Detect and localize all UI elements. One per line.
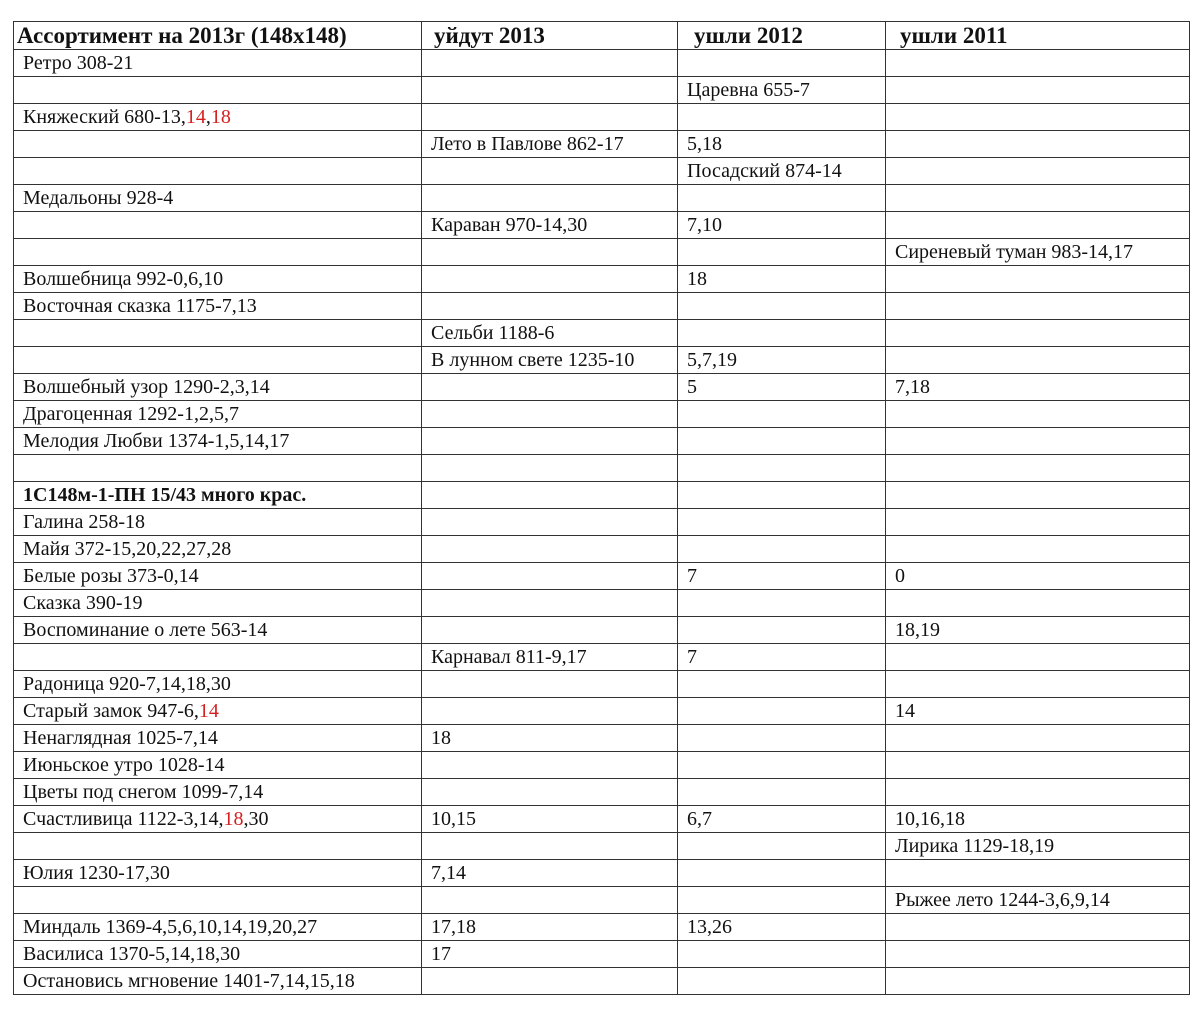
assortment-cell <box>14 968 422 995</box>
leaving-2013-cell <box>422 185 678 212</box>
cell-text: Драгоценная 1292-1,2,5,7 <box>23 403 239 425</box>
cell-text: Посадский 874-14 <box>687 160 842 182</box>
table-row <box>14 968 1190 995</box>
assortment-cell <box>14 833 422 860</box>
table-row <box>14 455 1190 482</box>
assortment-cell <box>14 347 422 374</box>
leaving-2013-cell <box>422 104 678 131</box>
assortment-cell <box>14 320 422 347</box>
gone-2011-cell <box>886 266 1190 293</box>
leaving-2013-cell <box>422 158 678 185</box>
leaving-2013-cell <box>422 644 678 671</box>
leaving-2013-cell <box>422 347 678 374</box>
cell-text: 7 <box>687 646 697 668</box>
assortment-cell <box>14 293 422 320</box>
cell-text: 17,18 <box>431 916 476 938</box>
gone-2012-cell <box>678 428 886 455</box>
assortment-sheet <box>13 21 1190 995</box>
assortment-cell <box>14 401 422 428</box>
assortment-cell <box>14 698 422 725</box>
cell-text: 0 <box>895 565 905 587</box>
cell-text: 17 <box>431 943 451 965</box>
leaving-2013-cell <box>422 455 678 482</box>
table-row <box>14 779 1190 806</box>
cell-text: 1С148м-1-ПН 15/43 много крас. <box>23 484 307 506</box>
cell-text: 14 <box>895 700 915 722</box>
assortment-cell <box>14 644 422 671</box>
assortment-cell <box>14 752 422 779</box>
gone-2011-cell <box>886 401 1190 428</box>
gone-2011-cell <box>886 590 1190 617</box>
leaving-2013-cell <box>422 725 678 752</box>
assortment-cell <box>14 185 422 212</box>
cell-text: Майя 372-15,20,22,27,28 <box>23 538 232 560</box>
assortment-cell <box>14 725 422 752</box>
gone-2011-cell <box>886 347 1190 374</box>
gone-2012-cell <box>678 50 886 77</box>
leaving-2013-cell <box>422 536 678 563</box>
table-row <box>14 725 1190 752</box>
leaving-2013-cell <box>422 698 678 725</box>
cell-text: 18,19 <box>895 619 940 641</box>
gone-2012-cell <box>678 266 886 293</box>
cell-text: Волшебный узор 1290-2,3,14 <box>23 376 270 398</box>
leaving-2013-cell <box>422 212 678 239</box>
gone-2012-cell <box>678 752 886 779</box>
leaving-2013-cell <box>422 779 678 806</box>
cell-text: Белые розы 373-0,14 <box>23 565 199 587</box>
cell-text: Карнавал 811-9,17 <box>431 646 587 668</box>
gone-2012-cell <box>678 212 886 239</box>
gone-2011-cell <box>886 239 1190 266</box>
table-row <box>14 887 1190 914</box>
gone-2012-cell <box>678 725 886 752</box>
assortment-cell <box>14 428 422 455</box>
leaving-2013-cell <box>422 941 678 968</box>
assortment-cell <box>14 590 422 617</box>
gone-2012-cell <box>678 347 886 374</box>
assortment-cell <box>14 455 422 482</box>
gone-2012-cell <box>678 590 886 617</box>
cell-text: Сказка 390-19 <box>23 592 143 614</box>
gone-2012-cell <box>678 401 886 428</box>
cell-text: 5,18 <box>687 133 722 155</box>
leaving-2013-cell <box>422 320 678 347</box>
table-row <box>14 50 1190 77</box>
table-row <box>14 104 1190 131</box>
assortment-cell <box>14 266 422 293</box>
leaving-2013-cell <box>422 293 678 320</box>
cell-text: Царевна 655-7 <box>687 79 810 101</box>
assortment-cell <box>14 239 422 266</box>
cell-text: Лето в Павлове 862-17 <box>431 133 624 155</box>
gone-2012-cell <box>678 77 886 104</box>
header-leaving-2013: уйдут 2013 <box>422 22 678 50</box>
highlighted-number: 14 <box>185 106 206 128</box>
gone-2012-cell <box>678 563 886 590</box>
gone-2011-cell <box>886 428 1190 455</box>
cell-text: Ненаглядная 1025-7,14 <box>23 727 218 749</box>
leaving-2013-cell <box>422 131 678 158</box>
table-row <box>14 590 1190 617</box>
cell-text: В лунном свете 1235-10 <box>431 349 635 371</box>
cell-text: Рыжее лето 1244-3,6,9,14 <box>895 889 1110 911</box>
gone-2012-cell <box>678 536 886 563</box>
table-header <box>14 22 1190 50</box>
table-row <box>14 185 1190 212</box>
table-row <box>14 509 1190 536</box>
leaving-2013-cell <box>422 968 678 995</box>
assortment-cell <box>14 887 422 914</box>
gone-2011-cell <box>886 779 1190 806</box>
gone-2012-cell <box>678 887 886 914</box>
table-row <box>14 347 1190 374</box>
cell-text: 18 <box>687 268 707 290</box>
cell-text: Цветы под снегом 1099-7,14 <box>23 781 264 803</box>
assortment-cell <box>14 158 422 185</box>
header-gone-2011: ушли 2011 <box>886 22 1190 50</box>
gone-2012-cell <box>678 806 886 833</box>
assortment-table <box>13 21 1190 995</box>
assortment-cell <box>14 671 422 698</box>
table-row <box>14 293 1190 320</box>
gone-2011-cell <box>886 914 1190 941</box>
gone-2011-cell <box>886 671 1190 698</box>
table-row <box>14 266 1190 293</box>
gone-2011-cell <box>886 104 1190 131</box>
cell-text: Мелодия Любви 1374-1,5,14,17 <box>23 430 290 452</box>
cell-text: Василиса 1370-5,14,18,30 <box>23 943 241 965</box>
gone-2011-cell <box>886 752 1190 779</box>
leaving-2013-cell <box>422 833 678 860</box>
leaving-2013-cell <box>422 914 678 941</box>
gone-2011-cell <box>886 185 1190 212</box>
leaving-2013-cell <box>422 617 678 644</box>
gone-2011-cell <box>886 131 1190 158</box>
table-row <box>14 617 1190 644</box>
table-row <box>14 239 1190 266</box>
assortment-cell <box>14 779 422 806</box>
gone-2012-cell <box>678 671 886 698</box>
assortment-cell <box>14 482 422 509</box>
assortment-cell <box>14 131 422 158</box>
assortment-cell <box>14 914 422 941</box>
gone-2012-cell <box>678 293 886 320</box>
cell-text: Счастливица 1122-3,14, <box>23 808 224 830</box>
cell-text: Сельби 1188-6 <box>431 322 555 344</box>
gone-2011-cell <box>886 536 1190 563</box>
assortment-cell <box>14 536 422 563</box>
table-row <box>14 482 1190 509</box>
assortment-cell <box>14 77 422 104</box>
cell-text: Остановись мгновение 1401-7,14,15,18 <box>23 970 355 992</box>
gone-2011-cell <box>886 482 1190 509</box>
assortment-cell <box>14 374 422 401</box>
table-row <box>14 671 1190 698</box>
gone-2011-cell <box>886 509 1190 536</box>
leaving-2013-cell <box>422 401 678 428</box>
gone-2012-cell <box>678 185 886 212</box>
gone-2012-cell <box>678 374 886 401</box>
table-row <box>14 374 1190 401</box>
cell-text: Медальоны 928-4 <box>23 187 174 209</box>
table-row <box>14 644 1190 671</box>
table-row <box>14 131 1190 158</box>
gone-2011-cell <box>886 293 1190 320</box>
assortment-cell <box>14 104 422 131</box>
cell-text: Сиреневый туман 983-14,17 <box>895 241 1134 263</box>
gone-2012-cell <box>678 941 886 968</box>
cell-text: Юлия 1230-17,30 <box>23 862 170 884</box>
table-row <box>14 563 1190 590</box>
gone-2011-cell <box>886 455 1190 482</box>
table-row <box>14 77 1190 104</box>
cell-text: ,30 <box>243 808 269 830</box>
table-row <box>14 860 1190 887</box>
highlighted-number: 18 <box>210 106 231 128</box>
cell-text: Лирика 1129-18,19 <box>895 835 1055 857</box>
gone-2011-cell <box>886 77 1190 104</box>
gone-2011-cell <box>886 563 1190 590</box>
leaving-2013-cell <box>422 77 678 104</box>
cell-text: Миндаль 1369-4,5,6,10,14,19,20,27 <box>23 916 318 938</box>
leaving-2013-cell <box>422 563 678 590</box>
gone-2011-cell <box>886 374 1190 401</box>
cell-text: 7 <box>687 565 697 587</box>
leaving-2013-cell <box>422 374 678 401</box>
cell-text: Воспоминание о лете 563-14 <box>23 619 268 641</box>
gone-2012-cell <box>678 617 886 644</box>
gone-2012-cell <box>678 482 886 509</box>
gone-2011-cell <box>886 833 1190 860</box>
gone-2011-cell <box>886 968 1190 995</box>
cell-text: , <box>205 106 211 128</box>
cell-text: 7,14 <box>431 862 466 884</box>
gone-2012-cell <box>678 860 886 887</box>
table-row <box>14 212 1190 239</box>
leaving-2013-cell <box>422 671 678 698</box>
gone-2011-cell <box>886 158 1190 185</box>
gone-2011-cell <box>886 644 1190 671</box>
assortment-cell <box>14 50 422 77</box>
cell-text: 18 <box>431 727 451 749</box>
gone-2011-cell <box>886 50 1190 77</box>
cell-text: 7,18 <box>895 376 930 398</box>
gone-2011-cell <box>886 725 1190 752</box>
table-row <box>14 914 1190 941</box>
assortment-cell <box>14 212 422 239</box>
leaving-2013-cell <box>422 509 678 536</box>
table-row <box>14 401 1190 428</box>
assortment-cell <box>14 806 422 833</box>
gone-2012-cell <box>678 104 886 131</box>
gone-2012-cell <box>678 158 886 185</box>
cell-text: Княжеский 680-13, <box>23 106 186 128</box>
table-row <box>14 752 1190 779</box>
table-row <box>14 158 1190 185</box>
assortment-cell <box>14 509 422 536</box>
table-row <box>14 941 1190 968</box>
gone-2012-cell <box>678 131 886 158</box>
cell-text: Восточная сказка 1175-7,13 <box>23 295 257 317</box>
gone-2012-cell <box>678 914 886 941</box>
leaving-2013-cell <box>422 266 678 293</box>
gone-2012-cell <box>678 320 886 347</box>
leaving-2013-cell <box>422 887 678 914</box>
table-row <box>14 698 1190 725</box>
assortment-cell <box>14 860 422 887</box>
gone-2011-cell <box>886 698 1190 725</box>
assortment-cell <box>14 941 422 968</box>
cell-text: 5 <box>687 376 697 398</box>
table-row <box>14 536 1190 563</box>
cell-text: Радоница 920-7,14,18,30 <box>23 673 231 695</box>
leaving-2013-cell <box>422 239 678 266</box>
cell-text: Старый замок 947-6, <box>23 700 199 722</box>
assortment-cell <box>14 563 422 590</box>
gone-2011-cell <box>886 887 1190 914</box>
gone-2012-cell <box>678 455 886 482</box>
gone-2012-cell <box>678 779 886 806</box>
table-row <box>14 806 1190 833</box>
cell-text: Июньское утро 1028-14 <box>23 754 225 776</box>
leaving-2013-cell <box>422 50 678 77</box>
cell-text: Волшебница 992-0,6,10 <box>23 268 224 290</box>
leaving-2013-cell <box>422 806 678 833</box>
gone-2011-cell <box>886 806 1190 833</box>
highlighted-number: 14 <box>198 700 219 722</box>
cell-text: 13,26 <box>687 916 732 938</box>
cell-text: 6,7 <box>687 808 712 830</box>
table-row <box>14 428 1190 455</box>
gone-2012-cell <box>678 698 886 725</box>
cell-text: 7,10 <box>687 214 722 236</box>
cell-text: Караван 970-14,30 <box>431 214 588 236</box>
gone-2012-cell <box>678 833 886 860</box>
table-body <box>14 50 1190 995</box>
highlighted-number: 18 <box>223 808 244 830</box>
leaving-2013-cell <box>422 860 678 887</box>
gone-2011-cell <box>886 320 1190 347</box>
assortment-cell <box>14 617 422 644</box>
cell-text: 5,7,19 <box>687 349 737 371</box>
header-assortment-2013: Ассортимент на 2013г (148х148) <box>14 22 422 50</box>
gone-2011-cell <box>886 860 1190 887</box>
gone-2012-cell <box>678 239 886 266</box>
gone-2012-cell <box>678 644 886 671</box>
leaving-2013-cell <box>422 482 678 509</box>
gone-2011-cell <box>886 941 1190 968</box>
leaving-2013-cell <box>422 428 678 455</box>
cell-text: 10,15 <box>431 808 476 830</box>
leaving-2013-cell <box>422 590 678 617</box>
cell-text: Галина 258-18 <box>23 511 146 533</box>
header-row <box>14 22 1190 50</box>
header-gone-2012: ушли 2012 <box>678 22 886 50</box>
gone-2011-cell <box>886 617 1190 644</box>
gone-2012-cell <box>678 968 886 995</box>
table-row <box>14 833 1190 860</box>
gone-2011-cell <box>886 212 1190 239</box>
gone-2012-cell <box>678 509 886 536</box>
table-row <box>14 320 1190 347</box>
cell-text: 10,16,18 <box>895 808 965 830</box>
cell-text: Ретро 308-21 <box>23 52 134 74</box>
leaving-2013-cell <box>422 752 678 779</box>
